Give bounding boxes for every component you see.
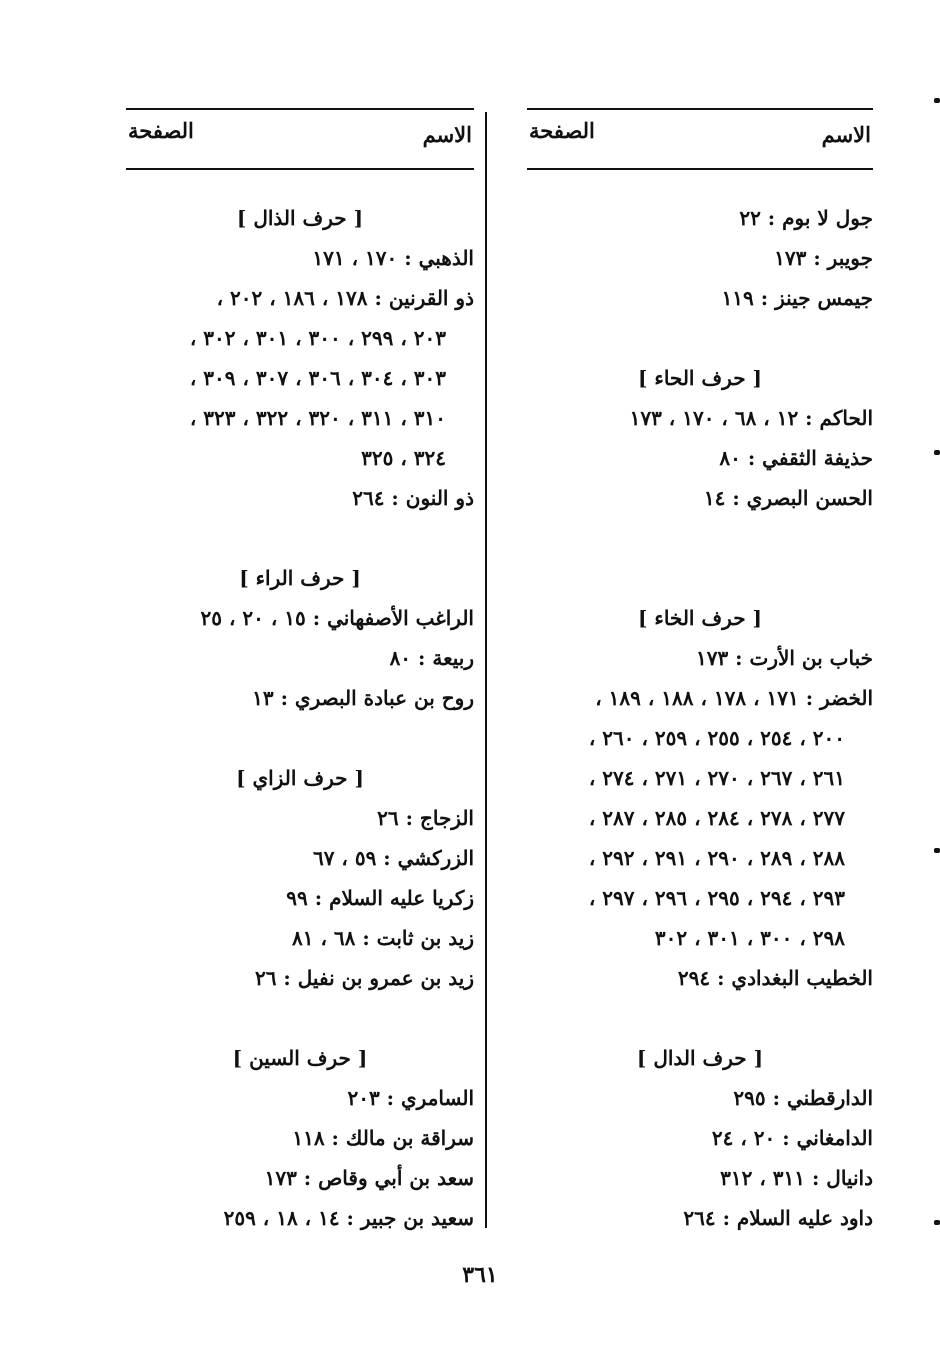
index-entry: ذو النون : ٢٦٤ [352, 486, 474, 510]
index-entry: الدامغاني : ٢٠ ، ٢٤ [711, 1126, 873, 1150]
entry-continuation: ٣٢٤ ، ٣٢٥ [361, 446, 446, 470]
index-entry: زكريا عليه السلام : ٩٩ [286, 886, 474, 910]
letter-section-heading: [ حرف الخاء ] [637, 606, 762, 630]
index-entry: سعد بن أبي وقاص : ١٧٣ [264, 1166, 474, 1190]
index-entry: الحسن البصري : ١٤ [703, 486, 873, 510]
letter-section-heading: [ حرف الحاء ] [637, 366, 762, 390]
scan-mark [934, 450, 940, 455]
section-gap [527, 518, 873, 598]
index-entry: جول لا بوم : ٢٢ [739, 206, 873, 230]
scan-mark [934, 1220, 940, 1225]
index-entry: خباب بن الأرت : ١٧٣ [695, 646, 873, 670]
column-header [126, 108, 474, 170]
column-header [527, 108, 873, 170]
section-gap [126, 518, 474, 558]
entry-continuation: ٢٠٠ ، ٢٥٤ ، ٢٥٥ ، ٢٥٩ ، ٢٦٠ ، [588, 726, 845, 750]
index-entry: داود عليه السلام : ٢٦٤ [683, 1206, 873, 1230]
index-entry: الراغب الأصفهاني : ١٥ ، ٢٠ ، ٢٥ [200, 606, 474, 630]
index-entry: سعيد بن جبير : ١٤ ، ١٨ ، ٢٥٩ [223, 1206, 474, 1230]
index-entry: ذو القرنين : ١٧٨ ، ١٨٦ ، ٢٠٢ ، [216, 286, 474, 310]
index-entry: حذيفة الثقفي : ٨٠ [719, 446, 873, 470]
column-divider [485, 112, 487, 1228]
index-entry: الزركشي : ٥٩ ، ٦٧ [312, 846, 474, 870]
page-column-label: الصفحة [128, 118, 194, 143]
index-entry: جيمس جينز : ١١٩ [721, 286, 873, 310]
scan-mark [934, 848, 940, 853]
section-gap [126, 718, 474, 758]
index-entry: سراقة بن مالك : ١١٨ [292, 1126, 474, 1150]
scan-mark [934, 98, 940, 103]
index-column-right [527, 108, 873, 1238]
page-number: ٣٦١ [462, 1262, 498, 1288]
entry-continuation: ٢٧٧ ، ٢٧٨ ، ٢٨٤ ، ٢٨٥ ، ٢٨٧ ، [588, 806, 845, 830]
entry-continuation: ٣٠٣ ، ٣٠٤ ، ٣٠٦ ، ٣٠٧ ، ٣٠٩ ، [189, 366, 446, 390]
name-column-label: الاسم [422, 122, 472, 147]
index-entry: دانيال : ٣١١ ، ٣١٢ [720, 1166, 873, 1190]
index-entry: الخطيب البغدادي : ٢٩٤ [677, 966, 873, 990]
index-entry: الذهبي : ١٧٠ ، ١٧١ [312, 246, 474, 270]
index-entry: الخضر : ١٧١ ، ١٧٨ ، ١٨٨ ، ١٨٩ ، [595, 686, 873, 710]
letter-section-heading: [ حرف الدال ] [636, 1046, 764, 1070]
index-entry: الدارقطني : ٢٩٥ [733, 1086, 873, 1110]
index-entry: روح بن عبادة البصري : ١٣ [252, 686, 474, 710]
index-entries [126, 170, 474, 1238]
index-entry: ربيعة : ٨٠ [389, 646, 474, 670]
name-column-label: الاسم [821, 122, 871, 147]
letter-section-heading: [ حرف الراء ] [239, 566, 361, 590]
index-entry: زيد بن عمرو بن نفيل : ٢٦ [254, 966, 474, 990]
letter-section-heading: [ حرف السين ] [232, 1046, 368, 1070]
entry-continuation: ٢٩٨ ، ٣٠٠ ، ٣٠١ ، ٣٠٢ [654, 926, 845, 950]
letter-section-heading: [ حرف الذال ] [236, 206, 364, 230]
section-gap [527, 998, 873, 1038]
index-entry: الزجاج : ٢٦ [377, 806, 474, 830]
section-gap [527, 318, 873, 358]
letter-section-heading: [ حرف الزاي ] [236, 766, 364, 790]
index-entry: الحاكم : ١٢ ، ٦٨ ، ١٧٠ ، ١٧٣ [629, 406, 873, 430]
index-column-left [126, 108, 474, 1238]
section-gap [126, 998, 474, 1038]
index-entry: السامري : ٢٠٣ [347, 1086, 474, 1110]
entry-continuation: ٢٠٣ ، ٢٩٩ ، ٣٠٠ ، ٣٠١ ، ٣٠٢ ، [189, 326, 446, 350]
entry-continuation: ٢٩٣ ، ٢٩٤ ، ٢٩٥ ، ٢٩٦ ، ٢٩٧ ، [588, 886, 845, 910]
page-column-label: الصفحة [529, 118, 595, 143]
entry-continuation: ٢٨٨ ، ٢٨٩ ، ٢٩٠ ، ٢٩١ ، ٢٩٢ ، [588, 846, 845, 870]
index-entry: زيد بن ثابت : ٦٨ ، ٨١ [292, 926, 474, 950]
entry-continuation: ٣١٠ ، ٣١١ ، ٣٢٠ ، ٣٢٢ ، ٣٢٣ ، [189, 406, 446, 430]
index-entry: جويبر : ١٧٣ [774, 246, 873, 270]
index-entries [527, 170, 873, 1238]
entry-continuation: ٢٦١ ، ٢٦٧ ، ٢٧٠ ، ٢٧١ ، ٢٧٤ ، [588, 766, 845, 790]
